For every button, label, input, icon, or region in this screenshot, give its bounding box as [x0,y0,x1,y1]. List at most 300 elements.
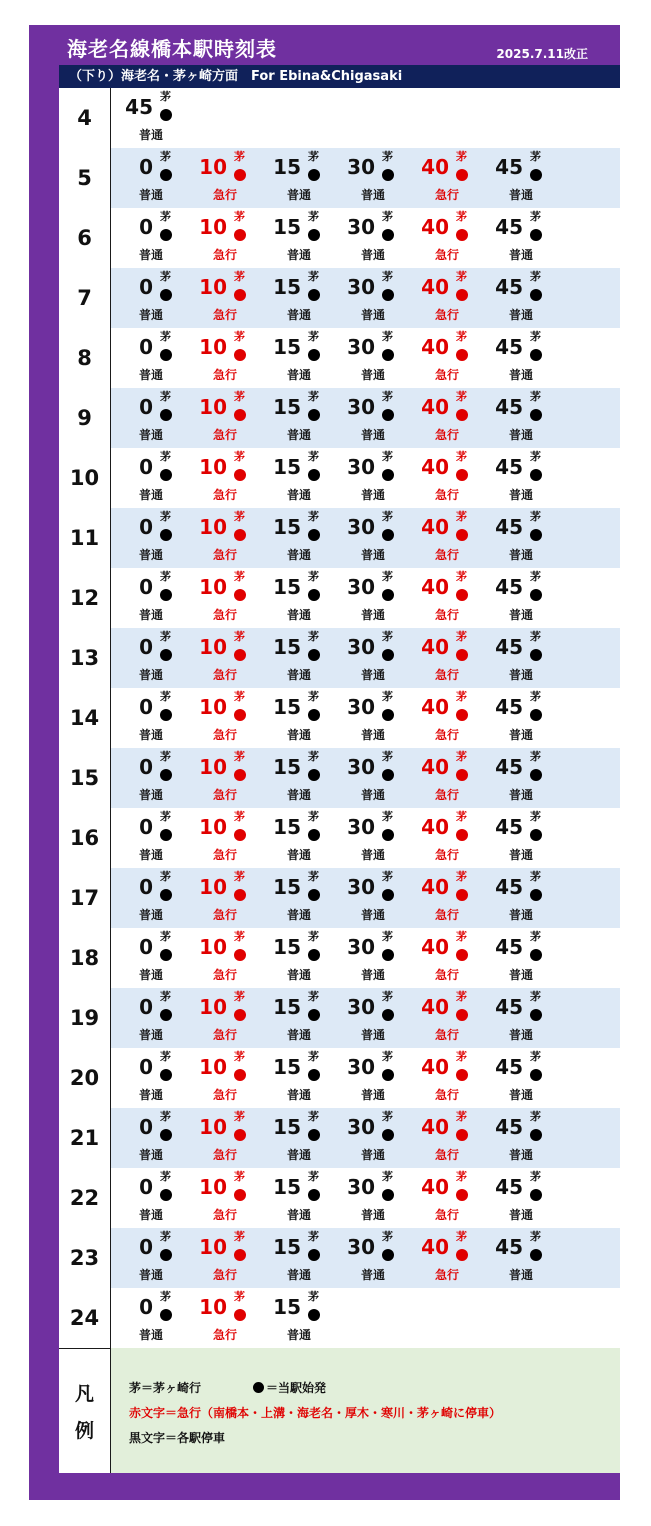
departure [119,328,193,388]
hour-row [59,268,620,328]
origin-dot-icon [160,409,172,421]
departure [489,208,563,268]
train-type: 普通 [509,1028,534,1042]
origin-dot-icon [382,169,394,181]
departure [489,388,563,448]
train-type: 普通 [509,1268,534,1282]
departure [119,88,193,148]
origin-dot-icon [234,949,246,961]
train-type: 普通 [139,788,164,802]
departure [341,208,415,268]
destination-mark: 茅 [530,570,541,583]
departure-minute: 40 [421,1175,449,1199]
departure [267,268,341,328]
departure-minute: 45 [495,275,523,299]
train-type: 急行 [435,728,460,742]
train-type: 普通 [139,848,164,862]
origin-dot-icon [456,289,468,301]
departure [193,1048,267,1108]
departure [193,508,267,568]
departure [341,868,415,928]
departure-minute: 45 [495,215,523,239]
destination-mark: 茅 [308,1290,319,1303]
train-type: 急行 [213,728,238,742]
train-type: 普通 [287,428,312,442]
departure [193,1168,267,1228]
train-type: 急行 [435,548,460,562]
departure [267,1108,341,1168]
train-type: 普通 [509,968,534,982]
timetable [59,88,620,1473]
departure [489,268,563,328]
train-type: 普通 [287,248,312,262]
train-type: 急行 [435,188,460,202]
departure [341,1168,415,1228]
origin-dot-icon [530,289,542,301]
origin-dot-icon [382,469,394,481]
origin-dot-icon [308,1069,320,1081]
destination-mark: 茅 [308,270,319,283]
train-type: 普通 [139,308,164,322]
origin-dot-icon [308,229,320,241]
departure [341,1048,415,1108]
departure-minute: 0 [139,935,153,959]
train-type: 普通 [287,488,312,502]
destination-mark: 茅 [160,570,171,583]
destination-mark: 茅 [530,870,541,883]
origin-dot-icon [456,409,468,421]
departure-minute: 40 [421,1055,449,1079]
destination-mark: 茅 [456,990,467,1003]
train-type: 普通 [361,308,386,322]
origin-dot-icon [234,709,246,721]
departure-minute: 45 [495,395,523,419]
departure-minute: 0 [139,695,153,719]
train-type: 普通 [139,1208,164,1222]
departure [267,388,341,448]
destination-mark: 茅 [382,990,393,1003]
train-type: 急行 [435,428,460,442]
destination-mark: 茅 [382,1050,393,1063]
departure [267,868,341,928]
departure-minute: 40 [421,395,449,419]
departure [341,508,415,568]
destination-mark: 茅 [308,1050,319,1063]
hour-label: 5 [59,148,111,208]
train-type: 普通 [139,728,164,742]
departure [267,328,341,388]
hour-label: 17 [59,868,111,928]
departure [415,208,489,268]
origin-dot-icon [308,1009,320,1021]
train-type: 普通 [287,1148,312,1162]
origin-dot-icon [308,349,320,361]
destination-mark: 茅 [382,510,393,523]
hour-row [59,208,620,268]
destination-mark: 茅 [456,570,467,583]
departure-minute: 0 [139,755,153,779]
destination-mark: 茅 [382,270,393,283]
destination-mark: 茅 [160,510,171,523]
train-type: 普通 [287,1028,312,1042]
departure [267,208,341,268]
origin-dot-icon [382,1249,394,1261]
departure [119,868,193,928]
train-type: 急行 [213,608,238,622]
departure-minute: 30 [347,875,375,899]
train-type: 急行 [213,368,238,382]
destination-mark: 茅 [530,390,541,403]
departure-minute: 10 [199,1295,227,1319]
destination-mark: 茅 [456,750,467,763]
destination-mark: 茅 [456,1110,467,1123]
origin-dot-icon [382,349,394,361]
departure [489,1048,563,1108]
page-title: 海老名線橋本駅時刻表 [67,37,277,61]
origin-dot-icon [308,589,320,601]
destination-mark: 茅 [160,270,171,283]
departure-minute: 45 [125,95,153,119]
destination-mark: 茅 [456,1170,467,1183]
destination-mark: 茅 [234,630,245,643]
train-type: 普通 [361,1028,386,1042]
origin-dot-icon [530,229,542,241]
destination-mark: 茅 [234,510,245,523]
train-type: 普通 [509,728,534,742]
train-type: 普通 [361,1208,386,1222]
departure-minute: 40 [421,215,449,239]
destination-mark: 茅 [160,210,171,223]
departure-minute: 15 [273,575,301,599]
departure [119,1168,193,1228]
origin-dot-icon [160,769,172,781]
departure-minute: 0 [139,815,153,839]
train-type: 普通 [139,668,164,682]
train-type: 普通 [139,248,164,262]
train-type: 普通 [361,548,386,562]
departure-minute: 0 [139,1235,153,1259]
train-type: 普通 [361,788,386,802]
hour-label: 18 [59,928,111,988]
departure [415,448,489,508]
destination-mark: 茅 [234,1050,245,1063]
destination-mark: 茅 [308,930,319,943]
train-type: 普通 [361,728,386,742]
departure-minute: 45 [495,1115,523,1139]
destination-mark: 茅 [234,210,245,223]
train-type: 普通 [509,188,534,202]
departure-minute: 30 [347,215,375,239]
departure [489,688,563,748]
hour-label: 22 [59,1168,111,1228]
hour-label: 19 [59,988,111,1048]
train-type: 急行 [213,548,238,562]
departure-minute: 10 [199,1055,227,1079]
departure-minute: 45 [495,155,523,179]
origin-dot-icon [530,349,542,361]
departure-minute: 15 [273,935,301,959]
origin-dot-icon [308,409,320,421]
destination-mark: 茅 [234,870,245,883]
hour-row [59,688,620,748]
origin-dot-icon [382,1009,394,1021]
origin-dot-icon [160,589,172,601]
origin-dot-icon [530,1129,542,1141]
departure-minute: 10 [199,635,227,659]
departure [267,808,341,868]
departure-minute: 10 [199,695,227,719]
train-type: 普通 [509,788,534,802]
origin-dot-icon [160,169,172,181]
departure-minute: 15 [273,1235,301,1259]
departure [341,448,415,508]
train-type: 急行 [213,488,238,502]
origin-dot-icon [253,1382,264,1393]
destination-mark: 茅 [456,210,467,223]
departure [193,1108,267,1168]
destination-mark: 茅 [382,330,393,343]
departure-minute: 40 [421,635,449,659]
departure [119,448,193,508]
legend-local-note: 黒文字＝各駅停車 [129,1431,226,1445]
origin-dot-icon [160,1069,172,1081]
departure-minute: 30 [347,275,375,299]
origin-dot-icon [456,169,468,181]
train-type: 普通 [287,1088,312,1102]
train-type: 普通 [139,548,164,562]
train-type: 急行 [213,848,238,862]
legend-label-char: 凡 [74,1383,94,1405]
train-type: 普通 [139,908,164,922]
destination-mark: 茅 [530,210,541,223]
departure-minute: 10 [199,935,227,959]
direction-header: （下り）海老名・茅ヶ崎方面 For Ebina&Chigasaki [59,65,620,88]
departure [489,1228,563,1288]
destination-mark: 茅 [160,90,171,103]
destination-mark: 茅 [530,330,541,343]
hour-row [59,1168,620,1228]
destination-mark: 茅 [308,1110,319,1123]
destination-mark: 茅 [308,510,319,523]
departure [489,448,563,508]
destination-mark: 茅 [308,150,319,163]
train-type: 急行 [213,1088,238,1102]
origin-dot-icon [530,469,542,481]
origin-dot-icon [160,889,172,901]
hour-label: 8 [59,328,111,388]
hour-label: 21 [59,1108,111,1168]
departure [489,148,563,208]
departure-minute: 0 [139,1295,153,1319]
origin-dot-icon [160,529,172,541]
hour-row [59,628,620,688]
departure-minute: 10 [199,1235,227,1259]
origin-dot-icon [382,589,394,601]
train-type: 急行 [435,308,460,322]
legend-label-char: 例 [74,1420,94,1442]
departure [119,388,193,448]
destination-mark: 茅 [160,630,171,643]
origin-dot-icon [308,289,320,301]
train-type: 急行 [435,608,460,622]
departure-minute: 10 [199,155,227,179]
destination-mark: 茅 [530,1050,541,1063]
destination-mark: 茅 [234,750,245,763]
departure-minute: 15 [273,875,301,899]
departure [267,1288,341,1348]
destination-mark: 茅 [160,1050,171,1063]
departure [119,1288,193,1348]
departure [193,268,267,328]
origin-dot-icon [308,469,320,481]
departure [341,628,415,688]
departure-minute: 45 [495,635,523,659]
departure [119,1048,193,1108]
destination-mark: 茅 [456,450,467,463]
departure-minute: 40 [421,155,449,179]
departure [341,328,415,388]
departure-minute: 10 [199,755,227,779]
train-type: 普通 [287,1268,312,1282]
destination-mark: 茅 [382,150,393,163]
train-type: 普通 [287,368,312,382]
train-type: 普通 [509,908,534,922]
departure [415,568,489,628]
departure-minute: 15 [273,455,301,479]
train-type: 急行 [213,668,238,682]
departure-minute: 45 [495,1175,523,1199]
origin-dot-icon [308,889,320,901]
origin-dot-icon [234,169,246,181]
departure [341,568,415,628]
hour-row [59,328,620,388]
departure [119,1108,193,1168]
train-type: 急行 [435,1088,460,1102]
departure-minute: 40 [421,935,449,959]
destination-mark: 茅 [160,870,171,883]
departure-minute: 15 [273,635,301,659]
origin-dot-icon [234,1249,246,1261]
departure-minute: 0 [139,335,153,359]
origin-dot-icon [382,949,394,961]
destination-mark: 茅 [308,1230,319,1243]
train-type: 普通 [509,1208,534,1222]
legend-express-note: 赤文字＝急行（南橋本・上溝・海老名・厚木・寒川・茅ヶ崎に停車） [129,1406,502,1420]
destination-mark: 茅 [456,870,467,883]
origin-dot-icon [456,1249,468,1261]
departure-minute: 40 [421,695,449,719]
origin-dot-icon [308,169,320,181]
hour-row [59,88,620,148]
destination-mark: 茅 [456,270,467,283]
origin-dot-icon [308,529,320,541]
departure-minute: 0 [139,1055,153,1079]
origin-dot-icon [308,1129,320,1141]
origin-dot-icon [234,589,246,601]
departure [193,628,267,688]
train-type: 普通 [361,368,386,382]
destination-mark: 茅 [234,690,245,703]
origin-dot-icon [160,649,172,661]
train-type: 普通 [509,848,534,862]
origin-dot-icon [456,229,468,241]
departure [193,148,267,208]
departure-minute: 40 [421,575,449,599]
departure-minute: 0 [139,275,153,299]
origin-dot-icon [530,529,542,541]
hour-row [59,1048,620,1108]
destination-mark: 茅 [530,1110,541,1123]
departure-minute: 40 [421,335,449,359]
train-type: 急行 [435,668,460,682]
departure [341,268,415,328]
train-type: 普通 [287,968,312,982]
departure-minute: 40 [421,1115,449,1139]
destination-mark: 茅 [234,570,245,583]
destination-mark: 茅 [234,270,245,283]
departure [341,1108,415,1168]
train-type: 普通 [139,1088,164,1102]
train-type: 急行 [213,1268,238,1282]
departure [415,748,489,808]
train-type: 普通 [361,968,386,982]
departure [193,568,267,628]
origin-dot-icon [308,709,320,721]
destination-mark: 茅 [530,510,541,523]
departure [267,688,341,748]
departure-minute: 30 [347,995,375,1019]
hour-label: 7 [59,268,111,328]
origin-dot-icon [308,769,320,781]
departure [193,448,267,508]
destination-mark: 茅 [234,390,245,403]
departure [415,868,489,928]
train-type: 急行 [213,1208,238,1222]
destination-mark: 茅 [382,1230,393,1243]
departure [193,1228,267,1288]
hour-label: 4 [59,88,111,148]
departure [267,1228,341,1288]
train-type: 急行 [435,908,460,922]
departure [267,148,341,208]
departure [193,748,267,808]
departure-minute: 15 [273,335,301,359]
departure-minute: 10 [199,215,227,239]
hour-label: 13 [59,628,111,688]
destination-mark: 茅 [160,750,171,763]
destination-mark: 茅 [234,810,245,823]
origin-dot-icon [456,349,468,361]
departure-minute: 40 [421,515,449,539]
train-type: 急行 [213,428,238,442]
train-type: 普通 [361,608,386,622]
origin-dot-icon [234,349,246,361]
destination-mark: 茅 [308,450,319,463]
departure-minute: 30 [347,155,375,179]
train-type: 普通 [361,908,386,922]
hour-row [59,808,620,868]
legend-origin-note: ＝当駅始発 [266,1381,327,1395]
departure-minute: 30 [347,395,375,419]
origin-dot-icon [456,949,468,961]
hour-label: 11 [59,508,111,568]
departure-minute: 15 [273,1115,301,1139]
train-type: 普通 [509,368,534,382]
departure-minute: 45 [495,1055,523,1079]
destination-mark: 茅 [160,450,171,463]
legend [59,1348,620,1473]
train-type: 急行 [435,1028,460,1042]
